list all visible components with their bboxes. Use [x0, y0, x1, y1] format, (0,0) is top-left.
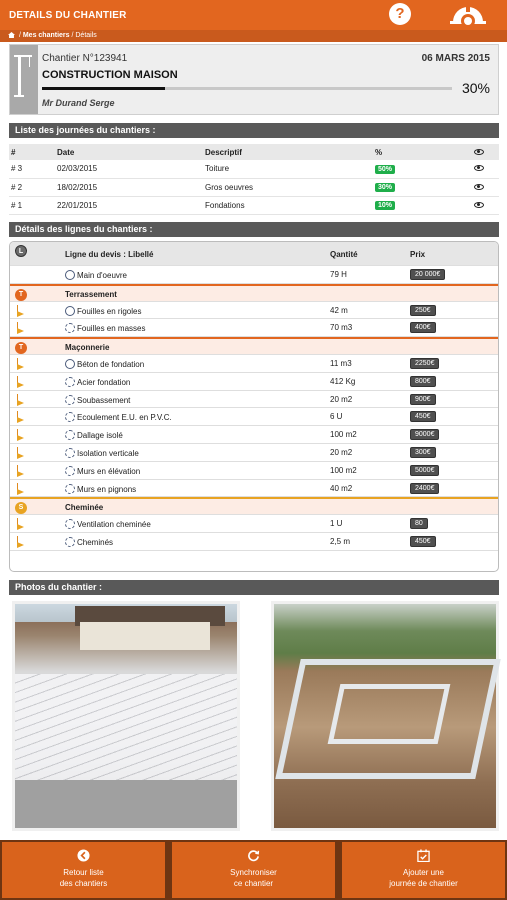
gear-icon	[65, 448, 75, 458]
calendar-check-icon	[417, 849, 430, 862]
col-num: #	[9, 144, 55, 160]
question-icon[interactable]: ?	[389, 3, 411, 25]
line-label: Main d'oeuvre	[77, 271, 127, 280]
gear-icon	[65, 484, 75, 494]
progress-bar	[42, 87, 452, 90]
helmet-gear-logo	[448, 0, 488, 30]
eye-icon[interactable]	[474, 184, 484, 190]
sub-item-arrow-icon	[15, 429, 29, 439]
top-bar	[0, 0, 507, 30]
line-item-row[interactable]	[10, 444, 498, 462]
price-badge: 450€	[410, 411, 436, 422]
lignes-header	[10, 242, 498, 266]
line-quantity: 6 U	[330, 412, 343, 422]
price-badge: 900€	[410, 394, 436, 405]
price-badge: 800€	[410, 376, 436, 387]
journee-num: # 2	[9, 178, 55, 196]
line-label: Fouilles en masses	[77, 324, 146, 334]
price-badge: 2250€	[410, 358, 439, 369]
line-item-row[interactable]	[10, 302, 498, 320]
col-descriptif: Descriptif	[203, 144, 373, 160]
chevron-left-circle-icon	[77, 849, 90, 862]
line-label: Cheminés	[77, 537, 114, 547]
col-date: Date	[55, 144, 203, 160]
line-quantity: 20 m2	[330, 447, 353, 457]
section-journees: Liste des journées du chantiers :	[9, 123, 499, 138]
percent-badge: 50%	[375, 165, 395, 174]
line-item-row[interactable]	[10, 266, 498, 284]
gear-icon	[65, 395, 75, 405]
add-journee-button[interactable]: Ajouter une journée de chantier	[342, 842, 505, 898]
photo-construction-1[interactable]	[12, 601, 240, 831]
gear-icon	[65, 466, 75, 476]
journee-date: 22/01/2015	[55, 196, 203, 214]
project-name: CONSTRUCTION MAISON	[42, 69, 178, 81]
line-item-row[interactable]	[10, 391, 498, 409]
line-item-row[interactable]	[10, 533, 498, 551]
sub-item-arrow-icon	[15, 447, 29, 457]
photo-construction-2[interactable]	[271, 601, 499, 831]
refresh-icon	[247, 849, 260, 862]
line-quantity: 11 m3	[330, 358, 352, 368]
eye-icon[interactable]	[474, 165, 484, 171]
sub-item-arrow-icon	[15, 394, 29, 404]
line-quantity: 79 H	[330, 270, 347, 279]
gear-icon	[65, 519, 75, 529]
section-lignes: Détails des lignes du chantiers :	[9, 222, 499, 237]
line-label: Murs en pignons	[77, 484, 137, 494]
line-label: Murs en élévation	[77, 466, 141, 476]
percent-badge: 30%	[375, 183, 395, 192]
sub-item-arrow-icon	[15, 536, 29, 546]
sub-item-arrow-icon	[15, 518, 29, 528]
journees-table	[9, 144, 499, 215]
category-badge-icon: T	[15, 289, 27, 301]
price-badge: 400€	[410, 322, 436, 333]
sub-item-arrow-icon	[15, 465, 29, 475]
journee-num: # 1	[9, 196, 55, 214]
page-title: DETAILS DU CHANTIER	[9, 10, 127, 21]
percent-badge: 10%	[375, 201, 395, 210]
line-label: Ventilation cheminée	[77, 520, 151, 530]
price-badge: 5000€	[410, 465, 439, 476]
photo-gallery	[9, 597, 499, 835]
project-date: 06 MARS 2015	[421, 53, 490, 64]
line-item-row[interactable]	[10, 373, 498, 391]
line-label: Dallage isolé	[77, 431, 123, 441]
journee-num: # 3	[9, 160, 55, 178]
gear-icon	[65, 412, 75, 422]
col-libelle: Ligne du devis : Libellé	[65, 250, 154, 259]
line-label: Soubassement	[77, 395, 131, 405]
gear-icon	[65, 323, 75, 333]
line-label: Fouilles en rigoles	[77, 306, 142, 316]
line-quantity: 412 Kg	[330, 376, 356, 386]
category-row	[10, 497, 498, 515]
line-quantity: 2,5 m	[330, 536, 351, 546]
table-row[interactable]	[9, 178, 499, 196]
project-card	[9, 44, 499, 115]
sub-item-arrow-icon	[15, 411, 29, 421]
journee-desc: Fondations	[203, 196, 373, 214]
col-percent: %	[373, 144, 457, 160]
lock-badge-icon: L	[15, 245, 27, 257]
line-quantity: 40 m2	[330, 483, 353, 493]
category-row	[10, 284, 498, 302]
home-icon[interactable]	[8, 32, 15, 38]
section-photos: Photos du chantier :	[9, 580, 499, 595]
line-item-row[interactable]	[10, 480, 498, 498]
price-badge: 250€	[410, 305, 436, 316]
price-badge: 20 000€	[410, 269, 445, 280]
sub-item-arrow-icon	[15, 376, 29, 386]
price-badge: 80	[410, 518, 428, 529]
price-badge: 300€	[410, 447, 436, 458]
table-row[interactable]	[9, 196, 499, 214]
sync-button[interactable]: Synchroniser ce chantier	[172, 842, 335, 898]
category-label: Terrassement	[65, 289, 117, 299]
journee-date: 02/03/2015	[55, 160, 203, 178]
category-badge-icon: S	[15, 502, 27, 514]
breadcrumb-current: Détails	[75, 32, 97, 39]
wrench-icon	[65, 359, 75, 369]
price-badge: 450€	[410, 536, 436, 547]
sub-item-arrow-icon	[15, 358, 29, 368]
col-prix: Prix	[410, 250, 426, 259]
line-quantity: 42 m	[330, 305, 348, 315]
lignes-table	[9, 241, 499, 572]
line-quantity: 100 m2	[330, 465, 357, 475]
col-view	[457, 144, 499, 160]
project-number: Chantier N°123941	[42, 53, 128, 64]
category-label: Cheminée	[65, 503, 104, 513]
wrench-icon	[65, 270, 75, 280]
eye-icon[interactable]	[474, 202, 484, 208]
bottom-bar	[0, 840, 507, 900]
col-quantite: Qantité	[330, 250, 358, 259]
journee-desc: Toiture	[203, 160, 373, 178]
price-badge: 2400€	[410, 483, 439, 494]
line-label: Béton de fondation	[77, 359, 145, 369]
line-item-row[interactable]	[10, 319, 498, 337]
crane-icon	[10, 45, 38, 114]
breadcrumb: / Mes chantiers / Détails	[0, 30, 507, 42]
line-item-row[interactable]	[10, 515, 498, 533]
category-label: Maçonnerie	[65, 343, 110, 353]
breadcrumb-link-mes-chantiers[interactable]: Mes chantiers	[22, 32, 70, 39]
line-item-row[interactable]	[10, 462, 498, 480]
progress-bar-fill	[42, 87, 165, 90]
gear-icon	[65, 377, 75, 387]
gear-icon	[65, 537, 75, 547]
sub-item-arrow-icon	[15, 322, 29, 332]
progress-percent: 30%	[461, 80, 490, 96]
table-row[interactable]	[9, 160, 499, 178]
line-label: Ecoulement E.U. en P.V.C.	[77, 413, 172, 423]
line-item-row[interactable]	[10, 355, 498, 373]
back-to-list-button[interactable]: Retour liste des chantiers	[2, 842, 165, 898]
line-quantity: 100 m2	[330, 430, 357, 440]
wrench-icon	[65, 306, 75, 316]
gear-icon	[65, 430, 75, 440]
project-owner: Mr Durand Serge	[42, 98, 115, 108]
category-row	[10, 337, 498, 355]
line-quantity: 20 m2	[330, 394, 353, 404]
sub-item-arrow-icon	[15, 305, 29, 315]
table-header	[9, 144, 499, 160]
line-quantity: 70 m3	[330, 323, 353, 333]
line-item-row[interactable]	[10, 426, 498, 444]
line-label: Isolation verticale	[77, 448, 139, 458]
category-badge-icon: T	[15, 342, 27, 354]
eye-icon	[474, 149, 484, 155]
line-quantity: 1 U	[330, 519, 343, 529]
journee-desc: Gros oeuvres	[203, 178, 373, 196]
line-item-row[interactable]	[10, 408, 498, 426]
line-label: Acier fondation	[77, 377, 131, 387]
sub-item-arrow-icon	[15, 483, 29, 493]
price-badge: 9000€	[410, 429, 439, 440]
journee-date: 18/02/2015	[55, 178, 203, 196]
